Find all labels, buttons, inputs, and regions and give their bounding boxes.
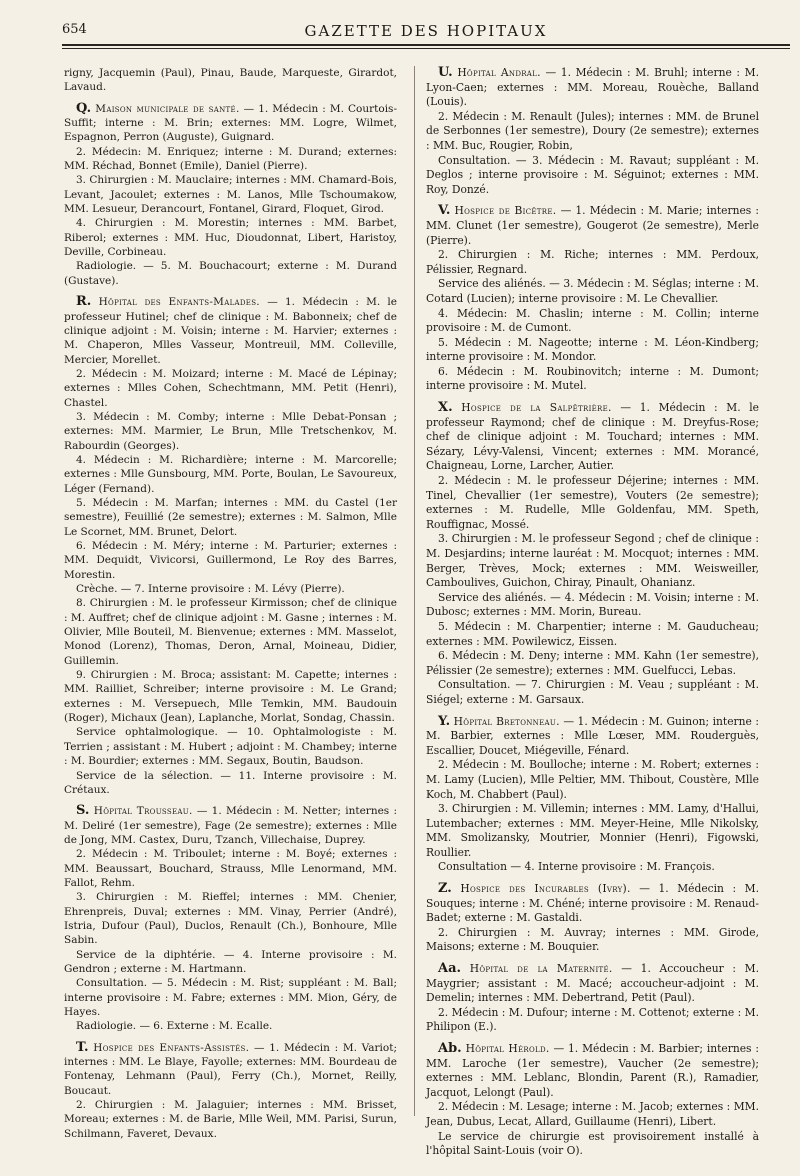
paragraph-text: 9. Chirurgien : M. Broca; assistant: M. Capette; internes : MM. Railliet, Schreiber; interne provisoire : M. Le Grand; externes : M. Versepuech, Mlle Temkin, MM. Baudouin (Roger), Michaux (Jean), Laplanche, Morlat, Sondag, Chassin. [64, 669, 397, 725]
paragraph-text: 2. Médecin: M. Enriquez; interne : M. Durand; externes: MM. Réchad, Bonnet (Emile), Daniel (Pierre). [64, 145, 397, 173]
section-paragraph [64, 102, 397, 145]
section-paragraph [64, 496, 397, 539]
section-letter: Q. [76, 100, 92, 116]
paragraph-text: Service des aliénés. — 3. Médecin : M. Séglas; interne : M. Cotard (Lucien); interne provisoire : M. Le Chevallier. [426, 277, 759, 305]
paragraph-text: rigny, Jacquemin (Paul), Pinau, Baude, Marqueste, Girardot, Lavaud. [64, 67, 397, 94]
paragraph-text: — 1. Médecin : M. Courtois-Suffit; interne : M. Brin; externes: MM. Logre, Wilmet, Espagnon, Perron (Auguste), Guignard. [64, 102, 397, 144]
section-paragraph [64, 725, 397, 768]
paragraph-text: — 1. Médecin : M. Barbier; internes : MM. Laroche (1er semestre), Vaucher (2e semestre); externes : MM. Leblanc, Blondin, Parent (R.), Ramadier, Jacquot, Lelongt (Paul). [426, 1042, 760, 1099]
hospital-section [64, 1041, 397, 1141]
column-divider [414, 66, 415, 1116]
paragraph-text: 2. Médecin : M. Renault (Jules); internes : MM. de Brunel de Serbonnes (1er semestre), Doury (2e semestre); externes : MM. Buc, Rougier, Robin, [426, 109, 759, 152]
section-letter: V. [438, 203, 451, 219]
paragraph-text: — 1. Médecin : M. Marie; internes : MM. Clunet (1er semestre), Gougerot (2e semestre), Merle (Pierre). [426, 204, 760, 247]
section-letter: Y. [438, 713, 451, 729]
hospital-section [426, 882, 759, 955]
paragraph-text: 3. Chirurgien : M. Rieffel; internes : MM. Chenier, Ehrenpreis, Duval; externes : MM. Vinay, Perrier (André), Istria, Dufour (Paul), Duclos, Renault (Ch.), Bonhoure, Mlle Sabin. [64, 891, 397, 947]
section-paragraph [64, 976, 397, 1019]
paragraph-text: Consultation. — 3. Médecin : M. Ravaut; suppléant : M. Deglos ; interne provisoire : M. Séguinot; externes : MM. Roy, Donzé. [426, 153, 759, 196]
section-heading: Hospice des Enfants-Assistés. [93, 1041, 250, 1054]
left-column [64, 66, 397, 1141]
section-heading: Hôpital Trousseau. [93, 805, 193, 818]
section-paragraph [426, 307, 759, 336]
section-paragraph [64, 367, 397, 410]
section-paragraph [426, 154, 759, 198]
page-header [62, 22, 790, 44]
section-paragraph [426, 802, 759, 860]
section-heading: Hospice de Bicêtre. [454, 204, 557, 218]
header-rule [62, 44, 790, 46]
paragraph-text: — 1. Médecin : M. Guinon; interne : M. Barbier, externes : Mlle Lœser, MM. Rouderguès, Escallier, Doucet, Miégeville, Fénard. [426, 714, 759, 757]
paragraph-text: Consultation — 4. Interne provisoire : M. François. [438, 860, 715, 874]
section-paragraph [64, 769, 397, 798]
section-paragraph [426, 1042, 759, 1100]
section-paragraph [426, 758, 759, 802]
section-letter: Aa. [438, 961, 462, 977]
hospital-section [426, 715, 759, 876]
section-paragraph [426, 1006, 759, 1035]
section-paragraph [426, 1100, 759, 1129]
hospital-section [426, 204, 759, 394]
section-heading: Hospice de la Salpêtrière. [461, 401, 612, 415]
section-heading: Hôpital Bretonneau. [453, 714, 560, 728]
paragraph-text: 2. Chirurgien : M. Jalaguier; internes : MM. Brisset, Moreau; externes : M. de Barie, Mlle Weil, MM. Parisi, Surun, Schilmann, Faveret, Devaux. [64, 1099, 397, 1140]
section-paragraph [64, 596, 397, 668]
paragraph-text: — 1. Médecin : M. Netter; internes : M. Deliré (1er semestre), Fage (2e semestre); externes : Mlle de Jong, MM. Castex, Duru, Tzanch, Villechaise, Duprey. [64, 805, 397, 846]
section-paragraph [64, 1019, 397, 1033]
paragraph-text: — 1. Médecin : M. Souques; interne : M. Chéné; interne provisoire : M. Renaud-Badet; externe : M. Gastaldi. [426, 882, 759, 925]
section-letter: X. [438, 400, 453, 416]
paragraph-text: Crèche. — 7. Interne provisoire : M. Lévy (Pierre). [76, 583, 345, 596]
paragraph-text: 3. Médecin : M. Comby; interne : Mlle Debat-Ponsan ; externes: MM. Marmier, Le Brun, Mlle Tretschenkov, M. Rabourdin (Georges). [64, 410, 397, 452]
paragraph-text: 2. Chirurgien : M. Auvray; internes : MM. Girode, Maisons; externe : M. Bouquier. [426, 925, 759, 954]
section-paragraph [64, 66, 397, 95]
section-paragraph [64, 847, 397, 890]
section-paragraph [64, 948, 397, 977]
paragraph-text: 5. Médecin : M. Marfan; internes : MM. du Castel (1er semestre), Feuillié (2e semestre); externes : M. Salmon, Mlle Le Scornet, MM. Brunet, Delort. [64, 496, 397, 538]
section-paragraph [64, 582, 397, 596]
right-column [426, 66, 759, 1159]
section-paragraph [64, 1098, 397, 1141]
paragraph-text: Le service de chirurgie est provisoirement installé à l'hôpital Saint-Louis (voir O). [426, 1129, 759, 1158]
paragraph-text: 2. Médecin : M. le professeur Déjerine; internes : MM. Tinel, Chevallier (1er semestre), Vouters (2e semestre); externes : M. Rudelle, Mlle Goldenfau, MM. Speth, Rouffignac, Mossé. [426, 474, 759, 531]
section-paragraph [426, 926, 759, 955]
paragraph-text: 6. Médecin : M. Roubinovitch; interne : M. Dumont; interne provisoire : M. Mutel. [426, 364, 759, 393]
paragraph-text: 2. Médecin : M. Dufour; interne : M. Cottenot; externe : M. Philipon (E.). [426, 1005, 759, 1034]
section-paragraph [64, 216, 397, 259]
section-paragraph [426, 204, 759, 248]
hospital-section [426, 962, 759, 1035]
paragraph-text: 4. Médecin : M. Richardière; interne : M. Marcorelle; externes : Mlle Gunsbourg, MM. Porte, Boulan, Le Savoureux, Léger (Fernand). [64, 453, 397, 495]
paragraph-text: 3. Chirurgien : M. le professeur Segond ; chef de clinique : M. Desjardins; interne lauréat : M. Mocquot; internes : MM. Berger, Trèves, Mock; externes : MM. Weisweiller, Camboulives, Guichon, Chiray, Pinault, Ohanianz. [426, 532, 759, 590]
paragraph-text: Radiologie. — 6. Externe : M. Ecalle. [76, 1020, 273, 1033]
paragraph-text: Radiologie. — 5. M. Bouchacourt; externe : M. Durand (Gustave). [64, 260, 397, 287]
section-letter: S. [76, 803, 90, 819]
hospital-section [426, 66, 759, 197]
section-paragraph [426, 649, 759, 678]
paragraph-text: 2. Médecin : M. Boulloche; interne : M. Robert; externes : M. Lamy (Lucien), Mlle Peltier, MM. Thibout, Coustère, Mlle Koch, M. Chabbert (Paul). [426, 758, 759, 801]
paragraph-text: — 1. Médecin : M. le professeur Raymond; chef de clinique : M. Dreyfus-Rose; chef de clinique adjoint : M. Touchard; internes : MM. Sézary, Lévy-Valensi, Vincent; externes : MM. Morancé, Chaigneau, Lorne, Larcher, Autier. [426, 401, 759, 473]
paragraph-text: 2. Médecin : M. Triboulet; interne : M. Boyé; externes : MM. Beaussart, Bouchard, Strauss, Mlle Lenormand, MM. Fallot, Rehm. [64, 848, 397, 889]
running-title: GAZETTE DES HOPITAUX [304, 22, 548, 40]
section-heading: Maison municipale de santé. [95, 102, 240, 115]
section-paragraph [426, 336, 759, 365]
section-heading: Hôpital Hérold. [465, 1042, 550, 1055]
section-letter: R. [76, 294, 92, 310]
paragraph-text: 2. Médecin : M. Lesage; interne : M. Jacob; externes : MM. Jean, Dubus, Lecat, Allard, Guillaume (Henri), Libert. [426, 1100, 759, 1128]
section-paragraph [426, 474, 759, 532]
hospital-section [64, 102, 397, 288]
section-paragraph [64, 890, 397, 947]
section-paragraph [426, 620, 759, 649]
paragraph-text: 3. Chirurgien : M. Mauclaire; internes : MM. Chamard-Bois, Levant, Jacoulet; externes : M. Lanos, Mlle Tschoumakow, MM. Lesueur, Derancourt, Fontanel, Girard, Floquet, Girod. [64, 174, 397, 216]
paragraph-text: — 1. Médecin : M. Variot; internes : MM. Le Blaye, Fayolle; externes: MM. Bourdeau de Fontenay, Lehmann (Paul), Ferry (Ch.), Mornet, Reilly, Boucaut. [64, 1041, 397, 1097]
paragraph-text: — 1. Médecin : M. le professeur Hutinel; chef de clinique : M. Babonneix; chef de clinique adjoint : M. Voisin; interne : M. Harvier; externes : M. Chaperon, Mlles Vasseur, Montreuil, MM. Colleville, Mercier, Morellet. [64, 296, 398, 366]
paragraph-text: 4. Médecin: M. Chaslin; interne : M. Collin; interne provisoire : M. de Cumont. [426, 306, 759, 335]
section-paragraph [426, 66, 759, 110]
paragraph-text: Service de la sélection. — 11. Interne provisoire : M. Crétaux. [64, 769, 397, 796]
hospital-section [64, 804, 397, 1034]
paragraph-text: — 1. Médecin : M. Bruhl; interne : M. Lyon-Caen; externes : MM. Moreau, Rouèche, Balland (Louis). [426, 66, 760, 109]
section-paragraph [64, 453, 397, 496]
section-heading: Hôpital des Enfants-Malades. [98, 296, 260, 309]
paragraph-text: Service de la diphtérie. — 4. Interne provisoire : M. Gendron ; externe : M. Hartmann. [64, 948, 397, 975]
paragraph-text: Service ophtalmologique. — 10. Ophtalmologiste : M. Terrien ; assistant : M. Hubert ; adjoint : M. Chambey; interne : M. Bourdier; externes : MM. Segaux, Boutin, Baudson. [64, 726, 397, 768]
paragraph-text: 3. Chirurgien : M. Villemin; internes : MM. Lamy, d'Hallui, Lutembacher; externes : MM. Meyer-Heine, Mlle Nikolsky, MM. Smolizansky, Moutrier, Monnier (Henri), Figowski, Roullier. [426, 802, 759, 859]
paragraph-text: 5. Médecin : M. Charpentier; interne : M. Gauducheau; externes : MM. Powilewicz, Eissen. [426, 619, 759, 648]
paragraph-text: 8. Chirurgien : M. le professeur Kirmisson; chef de clinique : M. Auffret; chef de clinique adjoint : M. Gasne ; internes : M. Olivier, Mlle Bouteil, M. Bienvenue; externes : MM. Masselot, Monod (Lorenz), Thomas, Deron, Arnal, Moineau, Didier, Guillemin. [64, 597, 397, 667]
section-paragraph [64, 410, 397, 453]
paragraph-text: 2. Médecin : M. Moizard; interne : M. Macé de Lépinay; externes : Mlles Cohen, Schechtmann, MM. Petit (Henri), Chastel. [64, 367, 397, 409]
paragraph-text: 6. Médecin : M. Méry; interne : M. Parturier; externes : MM. Dequidt, Vivicorsi, Guillermond, Le Roy des Barres, Morestin. [64, 540, 397, 581]
section-heading: Hôpital Andral. [457, 66, 541, 79]
section-paragraph [426, 110, 759, 154]
section-letter: T. [76, 1039, 89, 1055]
section-paragraph [426, 715, 759, 759]
section-letter: Ab. [438, 1041, 462, 1056]
section-paragraph [426, 248, 759, 277]
paragraph-text: 2. Chirurgien : M. Riche; internes : MM. Perdoux, Pélissier, Regnard. [426, 248, 759, 276]
section-heading: Hospice des Incurables (Ivry). [460, 882, 631, 896]
header-rule-thin [62, 48, 790, 49]
section-paragraph [426, 678, 759, 707]
paragraph-text: Service des aliénés. — 4. Médecin : M. Voisin; interne : M. Dubosc; externes : MM. Morin, Bureau. [426, 590, 759, 619]
section-paragraph [64, 668, 397, 725]
page-number: 654 [62, 22, 87, 37]
section-paragraph [426, 277, 759, 306]
section-paragraph [426, 401, 759, 474]
paragraph-text: 6. Médecin : M. Deny; interne : MM. Kahn (1er semestre), Pélissier (2e semestre); externes : MM. Guelfucci, Lebas. [426, 649, 759, 677]
section-paragraph [426, 962, 759, 1006]
section-paragraph [426, 882, 759, 926]
section-paragraph [426, 1130, 759, 1159]
hospital-section [64, 66, 397, 95]
paragraph-text: — 1. Accoucheur : M. Maygrier; assistant : M. Macé; accoucheur-adjoint : M. Demelin; internes : MM. Debertrand, Petit (Paul). [426, 962, 759, 1005]
section-paragraph [426, 860, 759, 875]
section-paragraph [64, 1041, 397, 1098]
section-paragraph [64, 804, 397, 847]
paragraph-text: 4. Chirurgien : M. Morestin; internes : MM. Barbet, Riberol; externes : MM. Huc, Dioudonnat, Libert, Haristoy, Deville, Corbineau. [64, 217, 397, 259]
hospital-section [64, 295, 397, 797]
section-paragraph [64, 173, 397, 216]
section-paragraph [64, 259, 397, 288]
section-paragraph [426, 591, 759, 620]
section-paragraph [64, 145, 397, 174]
section-letter: Z. [438, 881, 452, 897]
hospital-section [426, 401, 759, 707]
section-paragraph [64, 539, 397, 582]
paragraph-text: Consultation. — 7. Chirurgien : M. Veau ; suppléant : M. Siégel; externe : M. Garsaux. [426, 678, 759, 706]
hospital-section [426, 1042, 759, 1159]
section-letter: U. [438, 65, 453, 80]
paragraph-text: 5. Médecin : M. Nageotte; interne : M. Léon-Kindberg; interne provisoire : M. Mondor. [426, 335, 759, 364]
section-paragraph [426, 365, 759, 394]
paragraph-text: Consultation. — 5. Médecin : M. Rist; suppléant : M. Ball; interne provisoire : M. Fabre; externes : MM. Mion, Géry, de Hayes. [64, 977, 397, 1018]
section-paragraph [426, 532, 759, 590]
section-heading: Hôpital de la Maternité. [469, 962, 613, 976]
section-paragraph [64, 295, 397, 367]
